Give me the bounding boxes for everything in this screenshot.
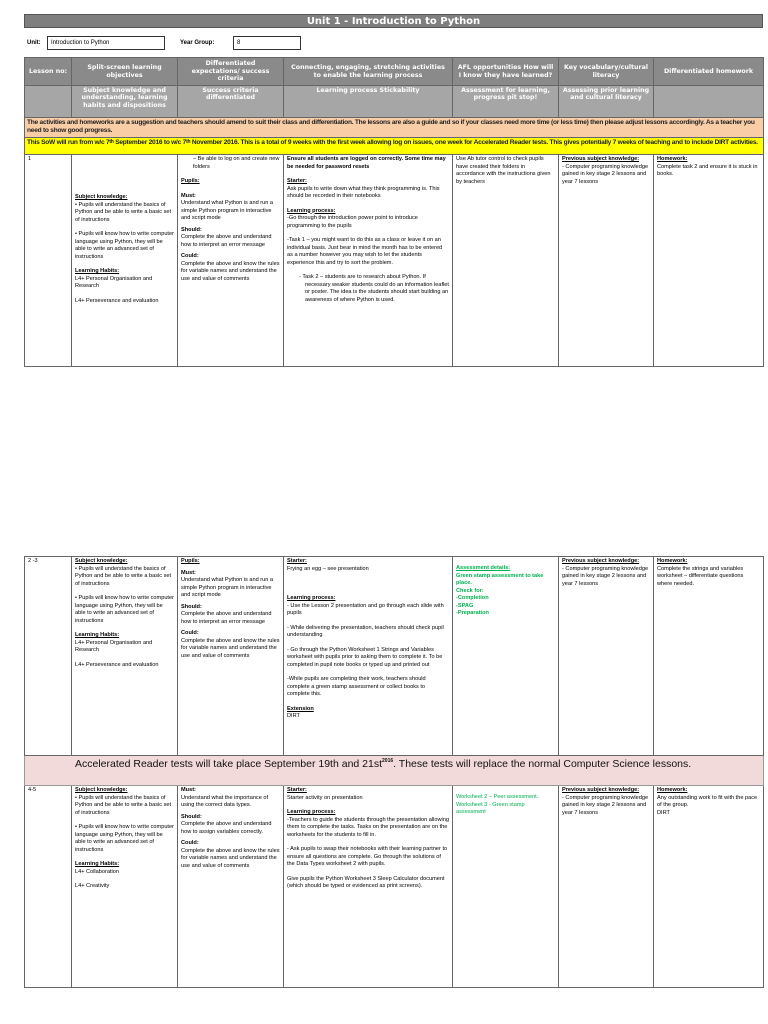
objectives-cell: Subject knowledge: • Pupils will understand the basics of Python and be able to write a basic set of instructions • Pupils will know how to write computer language using Python, they will be able to write an advanced set of instructions Learning Habits: L4+ Personal Organisation and Research L4+ Perseverance and evaluation (72, 557, 178, 756)
sub-header-lesson (25, 86, 72, 118)
homework-cell: Homework: Any outstanding work to fit with the pace of the group. DIRT (654, 786, 764, 988)
header-row-1 (25, 58, 764, 86)
sub-header-homework (654, 86, 764, 118)
page-title: Unit 1 - Introduction to Python (24, 14, 763, 28)
schedule-note: This SoW will run from w/c 7th September 2016 to w/c 7th November 2016. This is a total of 9 weeks with the first week allowing log on issues, one week for Accelerated Reader tests. This gives potentially 7 weeks of teaching and to include DIRT activities. (25, 138, 764, 155)
afl-cell: Use Ab tutor control to check pupils have created their folders in accordance with the instructions given by teachers (453, 155, 559, 367)
year-group-field[interactable]: 8 (233, 36, 301, 50)
objectives-cell: Subject knowledge: • Pupils will understand the basics of Python and be able to write a basic set of instructions • Pupils will know how to write computer language using Python, they will be able to write an advanced set of instructions Learning Habits: L4+ Personal Organisation and Research L4+ Perseverance and evaluation (72, 155, 178, 367)
guidance-note: The activities and homeworks are a suggestion and teachers should amend to suit their class and differentiation. The lessons are also a guide and so if your classes need more time (or less time) then please adjust lessons accordingly. As a teacher you need to show good progress. (25, 118, 764, 138)
col-header-expectations: Differentiated expectations/ success criteria (178, 58, 284, 86)
header-row-2 (25, 86, 764, 118)
prior-learning-cell: Previous subject knowledge: - Computer programing knowledge gained in key stage 2 lessons and year 7 lessons (559, 155, 654, 367)
sub-header-learning-process: Learning process Stickability (284, 86, 453, 118)
note-row-orange (25, 118, 764, 138)
unit-label: Unit: (27, 40, 41, 46)
activities-cell: Starter: Frying an egg – see presentation Learning process: - Use the Lesson 2 presentation and go through each slide with pupils - While delivering the presentation, teachers should check pupil understanding - Go through the Python Worksheet 1 Strings and Variables worksheet with pupils prior to asking them to complete it. To be completed in pupil note books or typed up and printed out -While pupils are completing their work, teachers should complete a green stamp assessment or collect books to complete this. Extension DIRT (284, 557, 453, 756)
lesson-plan-table-bottom (24, 556, 764, 988)
col-header-homework: Differentiated homework (654, 58, 764, 86)
afl-cell: Worksheet 2 – Peer assessment. Worksheet 3 - Green stamp assessment (453, 786, 559, 988)
activities-cell: Ensure all students are logged on correctly. Some time may be needed for password resets Starter: Ask pupils to write down what they think programming is. This should be recorded in their notebooks Learning process: -Go through the introduction power point to introduce programming to the pupils -Task 1 – you might want to do this as a class or leave it on an individual basis. Just bear in mind the month has to be entered as a number however you may wish to let the students experience this and try to sort the problem. - Task 2 – students are to research about Python. If necessary weaker students could do an information leaflet or poster. The idea is the students should start building an awareness of where Python is used. (284, 155, 453, 367)
col-header-activities: Connecting, engaging, stretching activities to enable the learning process (284, 58, 453, 86)
sub-header-assessment: Assessment for learning, progress pit stop! (453, 86, 559, 118)
year-group-label: Year Group: (180, 40, 215, 46)
lesson-number: 2 -3 (25, 557, 72, 756)
lesson-row-3 (25, 786, 764, 988)
success-criteria-cell: Must: Understand what the importance of using the correct data types. Should: Complete the above and understand how to assign variables correctly. Could: Complete the above and know the rules for variable names and understand the use and value of comments (178, 786, 284, 988)
success-criteria-cell: – Be able to log on and create new folders Pupils: Must: Understand what Python is and run a simple Python program in interactive and script mode Should: Complete the above and understand how to interpret an error message Could: Complete the above and know the rules for variable names and understand the use and value of comments (178, 155, 284, 367)
sub-header-prior-learning: Assessing prior learning and cultural literacy (559, 86, 654, 118)
homework-cell: Homework: Complete task 2 and ensure it is stuck in books. (654, 155, 764, 367)
accelerated-reader-notice: Accelerated Reader tests will take place September 19th and $21st^{2016}$. These tests will replace the normal Computer Science lessons. (25, 756, 764, 786)
lesson-row-2 (25, 557, 764, 756)
homework-cell: Homework: Complete the strings and variables worksheet – differentiate questions where needed. (654, 557, 764, 756)
prior-learning-cell: Previous subject knowledge: - Computer programing knowledge gained in key stage 2 lessons and year 7 lessons (559, 557, 654, 756)
prior-learning-cell: Previous subject knowledge: - Computer programing knowledge gained in key stage 2 lessons and year 7 lessons (559, 786, 654, 988)
lesson-number: 4-5 (25, 786, 72, 988)
success-criteria-cell: Pupils: Must: Understand what Python is and run a simple Python program in interactive and script mode Should: Complete the above and understand how to interpret an error message Could: Complete the above and know the rules for variable names and understand the use and value of comments (178, 557, 284, 756)
col-header-objectives: Split-screen learning objectives (72, 58, 178, 86)
unit-field[interactable]: Introduction to Python (47, 36, 165, 50)
sub-header-criteria: Success criteria differentiated (178, 86, 284, 118)
objectives-cell: Subject knowledge: • Pupils will understand the basics of Python and be able to write a basic set of instructions • Pupils will know how to write computer language using Python, they will be able to write an advanced set of instructions Learning Habits: L4+ Collaboration L4+ Creativity (72, 786, 178, 988)
accelerated-reader-row (25, 756, 764, 786)
afl-cell: Assessment details: Green stamp assessment to take place. Check for: -Completion -SPAG -Preparation (453, 557, 559, 756)
col-header-lesson: Lesson no: (25, 58, 72, 86)
lesson-plan-table-top (24, 57, 764, 367)
sub-header-objectives: Subject knowledge and understanding, learning habits and dispositions (72, 86, 178, 118)
note-row-yellow (25, 138, 764, 155)
col-header-afl: AFL opportunities How will I know they have learned? (453, 58, 559, 86)
lesson-row-1 (25, 155, 764, 367)
col-header-vocabulary: Key vocabulary/cultural literacy (559, 58, 654, 86)
activities-cell: Starter: Starter activity on presentation Learning process: -Teachers to guide the students through the presentation allowing them to complete the tasks. Tasks on the presentation are on the worksheets for the students to fill in. - Ask pupils to swap their notebooks with their learning partner to ensure all questions are complete. Go through the solutions of the Data Types worksheet 2 with pupils. Give pupils the Python Worksheet 3 Sleep Calculator document (which should be typed or evidenced as print screens). (284, 786, 453, 988)
lesson-number: 1 (25, 155, 72, 367)
